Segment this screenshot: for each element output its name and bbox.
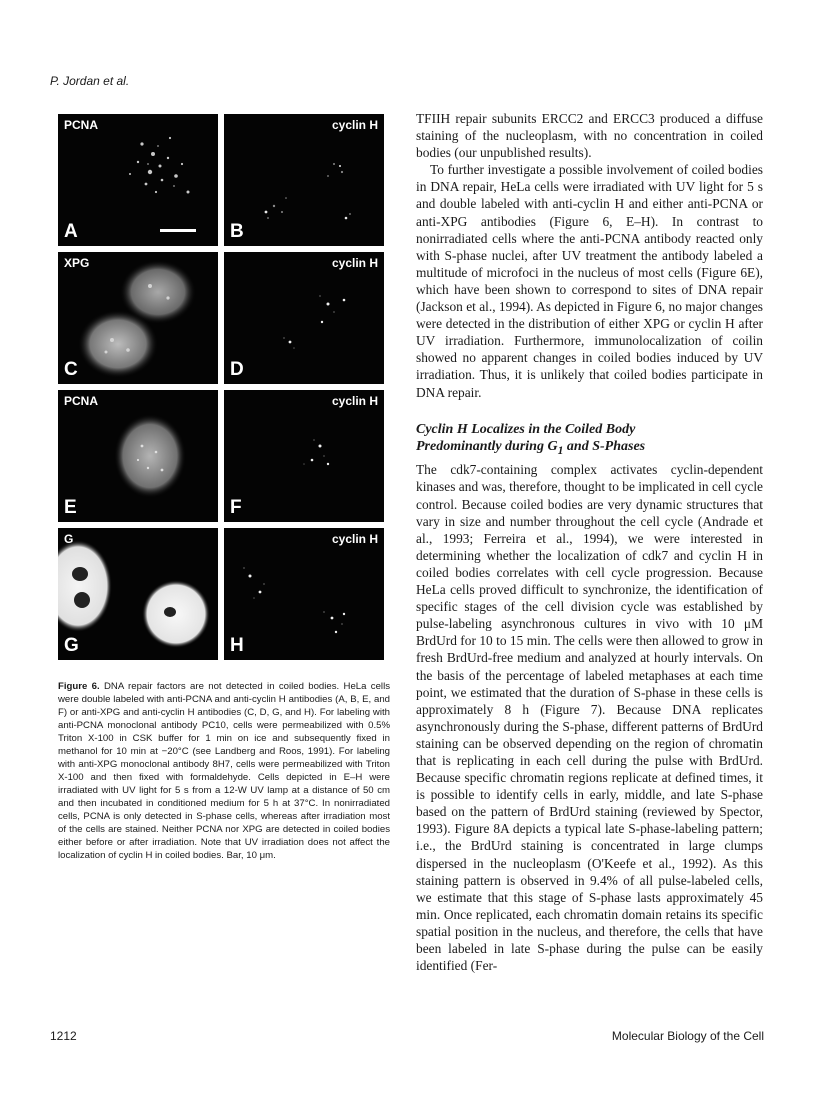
panel-b-letter: B (230, 221, 244, 242)
panel-h (224, 528, 384, 660)
section-heading-tail: and S-Phases (563, 439, 646, 455)
micrograph-c (58, 252, 218, 384)
panel-c-stain-label: XPG (64, 256, 90, 270)
micrograph-g (58, 528, 218, 660)
body-column (416, 110, 763, 974)
panel-d (224, 252, 384, 384)
section-heading-line-2: Predominantly during G (416, 439, 558, 455)
section-heading (416, 421, 763, 460)
page-number: 1212 (50, 1029, 77, 1043)
panel-g-letter: G (64, 635, 79, 656)
scale-bar (160, 229, 196, 232)
paragraph-3: The cdk7-containing complex activates cyclin-dependent kinases and was, therefore, thought to be implicated in cell cycle control. Because coiled bodies are very dynamic structures that vary in size and number throughout the cell cycle (Andrade et al., 1993; Ferreira et al., 1994), we were interested in determining whether the localization of cdk7 and cyclin H in coiled bodies correlates with cell cycle progression. Because HeLa cells proved difficult to synchronize, the identification of specific stages of the cell division cycle was established by pulse-labeling asynchronous cultures in vivo with 10 μM BrdUrd for 10 to 15 min. The cells were then allowed to grow in fresh BrdUrd-free medium and analyzed at hourly intervals. On the basis of the percentage of labeled metaphases at each time point, we estimated that the duration of S-phase in these cells is approximately 8 h (Figure 7). Because DNA replicates asynchronously during the S-phase, different patterns of BrdUrd staining can be observed depending on the region of chromatin that is replicating in each cell during the pulse with BrdUrd. Because specific chromatin regions replicate at defined times, it is possible to identify cells in early, middle, and late S-phase based on the pattern of BrdUrd staining (reviewed by Spector, 1993). Figure 8A depicts a typical late S-phase-labeling pattern; i.e., the BrdUrd staining is concentrated in large clumps dispersed in the nucleoplasm (O'Keefe et al., 1992). As this staining pattern is observed in 9.4% of all pulse-labeled cells, we estimate that this stage of S-phase lasts approximately 45 min. Once replicated, each chromatin domain retains its specific spatial position in the nucleus, and therefore, the cells that have been labeled in late S-phase during the pulse can be easily identified (Fer- (416, 462, 763, 974)
panel-f (224, 390, 384, 522)
panel-h-letter: H (230, 635, 244, 656)
panel-c (58, 252, 218, 384)
panel-a (58, 114, 218, 246)
section-heading-line-1: Cyclin H Localizes in the Coiled Body (416, 421, 636, 437)
panel-e (58, 390, 218, 522)
journal-name: Molecular Biology of the Cell (611, 1029, 764, 1043)
micrograph-b (224, 114, 384, 246)
panel-a-stain-label: PCNA (64, 118, 99, 132)
panel-d-letter: D (230, 359, 244, 380)
caption-text: DNA repair factors are not detected in coiled bodies. HeLa cells were double labeled with anti-PCNA and anti-cyclin H antibodies (A, B, E, and F) or anti-XPG and anti-cyclin H antibodies (C, D, G, and H). For labeling with anti-PCNA monoclonal antibody PC10, cells were permeabilized with 0.5% Triton X-100 in CSK buffer for 1 min on ice and subsequently fixed in methanol for 10 min at −20°C (see Landberg and Roos, 1991). For labeling with anti-XPG monoclonal antibody 8H7, cells were permeabilized with Triton X-100 and then fixed with formaldehyde. Cells depicted in E–H were irradiated with UV light for 5 s from a 12-W UV lamp at a distance of 50 cm and then incubated in conditioned medium for 5 h at 37°C. In nonirradiated cells, PCNA is only detected in S-phase cells, whereas after irradiation most of the cells are stained. Neither PCNA nor XPG are detected in coiled bodies either before or after irradiation. Note that UV irradiation does not affect the localization of cyclin H in coiled bodies. Bar, 10 μm. (58, 681, 390, 861)
panel-a-letter: A (64, 221, 78, 242)
micrograph-e (58, 390, 218, 522)
panel-e-letter: E (64, 497, 77, 518)
figure-6 (58, 114, 388, 664)
panel-g-stain-label: G (64, 532, 74, 546)
panel-h-stain-label: cyclin H (331, 532, 378, 546)
paragraph-2: To further investigate a possible involvement of coiled bodies in DNA repair, HeLa cells were irradiated with UV light for 5 s and double labeled with anti-cyclin H and either anti-PCNA or anti-XPG antibodies (Figure 6, E–H). In contrast to nonirradiated cells where the anti-PCNA antibody reacted only with S-phase nuclei, after UV treatment the antibody labeled a multitude of microfoci in the nucleus of most cells (Figure 6E), which have been shown to correspond to sites of DNA repair (Jackson et al., 1994). As depicted in Figure 6, no major changes were detected in the distribution of either XPG or cyclin H after UV irradiation. Furthermore, immunolocalization of coilin showed no apparent changes in coiled bodies induced by UV irradiation. Thus, it is unlikely that coiled bodies participate in DNA repair. (416, 162, 763, 400)
panel-e-stain-label: PCNA (64, 394, 99, 408)
panel-f-letter: F (230, 497, 242, 518)
running-head: P. Jordan et al. (50, 74, 130, 88)
panel-f-stain-label: cyclin H (331, 394, 378, 408)
panel-g (58, 528, 218, 660)
caption-title: Figure 6. (58, 681, 100, 692)
micrograph-h (224, 528, 384, 660)
panel-b-stain-label: cyclin H (331, 118, 378, 132)
micrograph-d (224, 252, 384, 384)
panel-c-letter: C (64, 359, 78, 380)
panel-b (224, 114, 384, 246)
figure-caption (58, 680, 390, 862)
panel-d-stain-label: cyclin H (331, 256, 378, 270)
section-heading-subscript: 1 (557, 443, 564, 457)
micrograph-a (58, 114, 218, 246)
paragraph-1: TFIIH repair subunits ERCC2 and ERCC3 produced a diffuse staining of the nucleoplasm, with no concentration in coiled bodies (our unpublished results). (416, 111, 763, 161)
micrograph-f (224, 390, 384, 522)
